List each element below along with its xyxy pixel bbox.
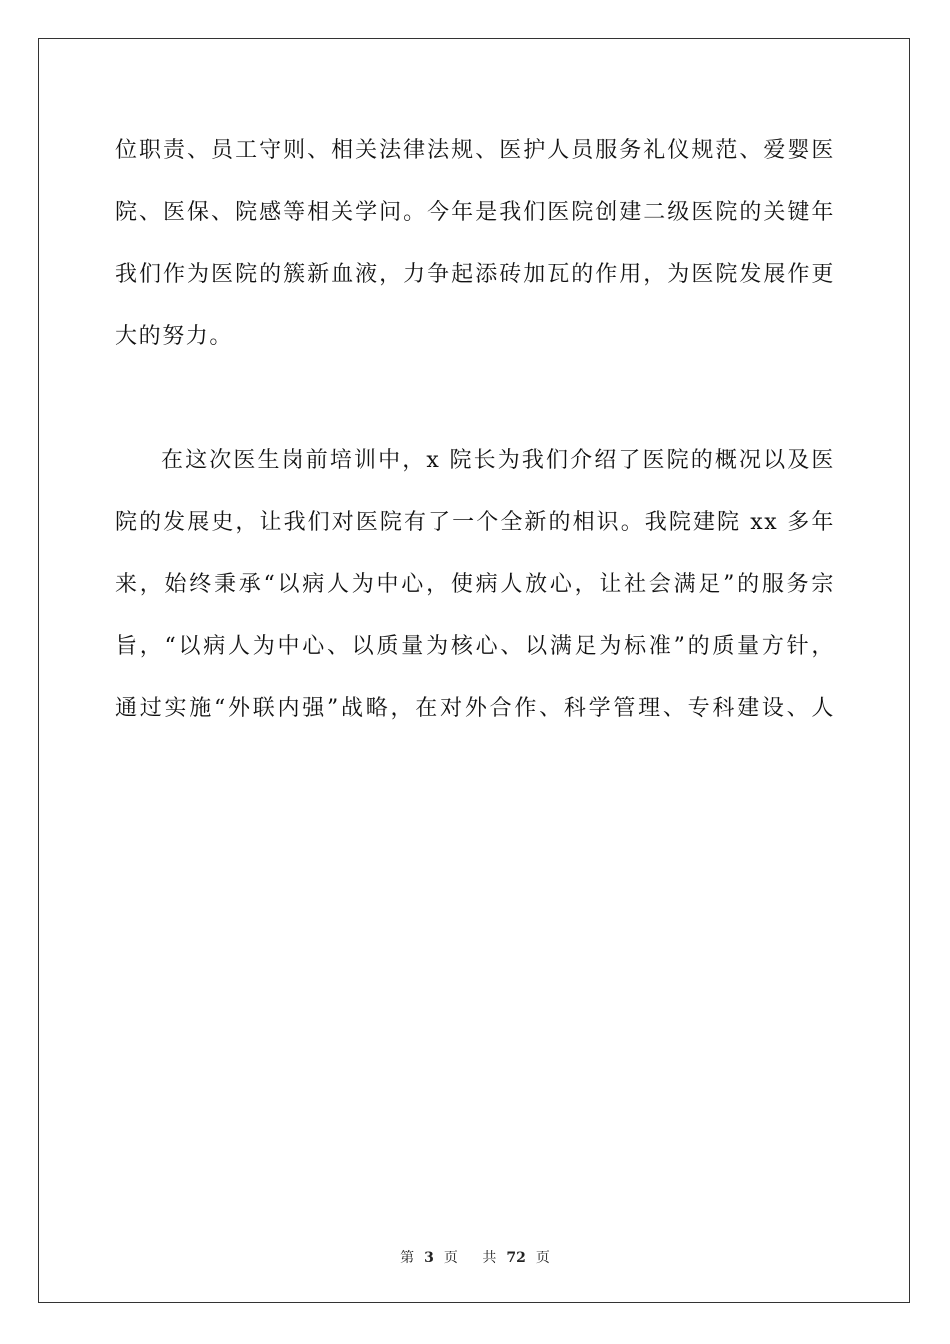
text-line: 在这次医生岗前培训中，x 院长为我们介绍了医院的概况以及医 — [161, 448, 835, 473]
page-number: 3 — [424, 1250, 434, 1266]
page-footer — [0, 1247, 950, 1267]
page-indicator: 第 3 页 — [400, 1250, 458, 1266]
paragraph-gap — [115, 376, 835, 438]
text-line: 大的努力。 — [115, 324, 234, 349]
total-pages-indicator: 共 72 页 — [482, 1250, 550, 1266]
text-line: 来，始终秉承“以病人为中心，使病人放心，让社会满足”的服务宗 — [115, 572, 835, 597]
document-body — [115, 128, 835, 748]
total-pages: 72 — [506, 1250, 526, 1266]
text-line: 院、医保、院感等相关学问。今年是我们医院创建二级医院的关键年 — [115, 200, 835, 225]
text-line: 通过实施“外联内强”战略，在对外合作、科学管理、专科建设、人 — [115, 696, 835, 721]
text-line: 我们作为医院的簇新血液，力争起添砖加瓦的作用，为医院发展作更 — [115, 262, 835, 287]
text-line: 旨，“以病人为中心、以质量为核心、以满足为标准”的质量方针， — [115, 634, 835, 659]
text-line: 院的发展史，让我们对医院有了一个全新的相识。我院建院 xx 多年 — [115, 510, 835, 535]
text-line: 位职责、员工守则、相关法律法规、医护人员服务礼仪规范、爱婴医 — [115, 138, 835, 163]
